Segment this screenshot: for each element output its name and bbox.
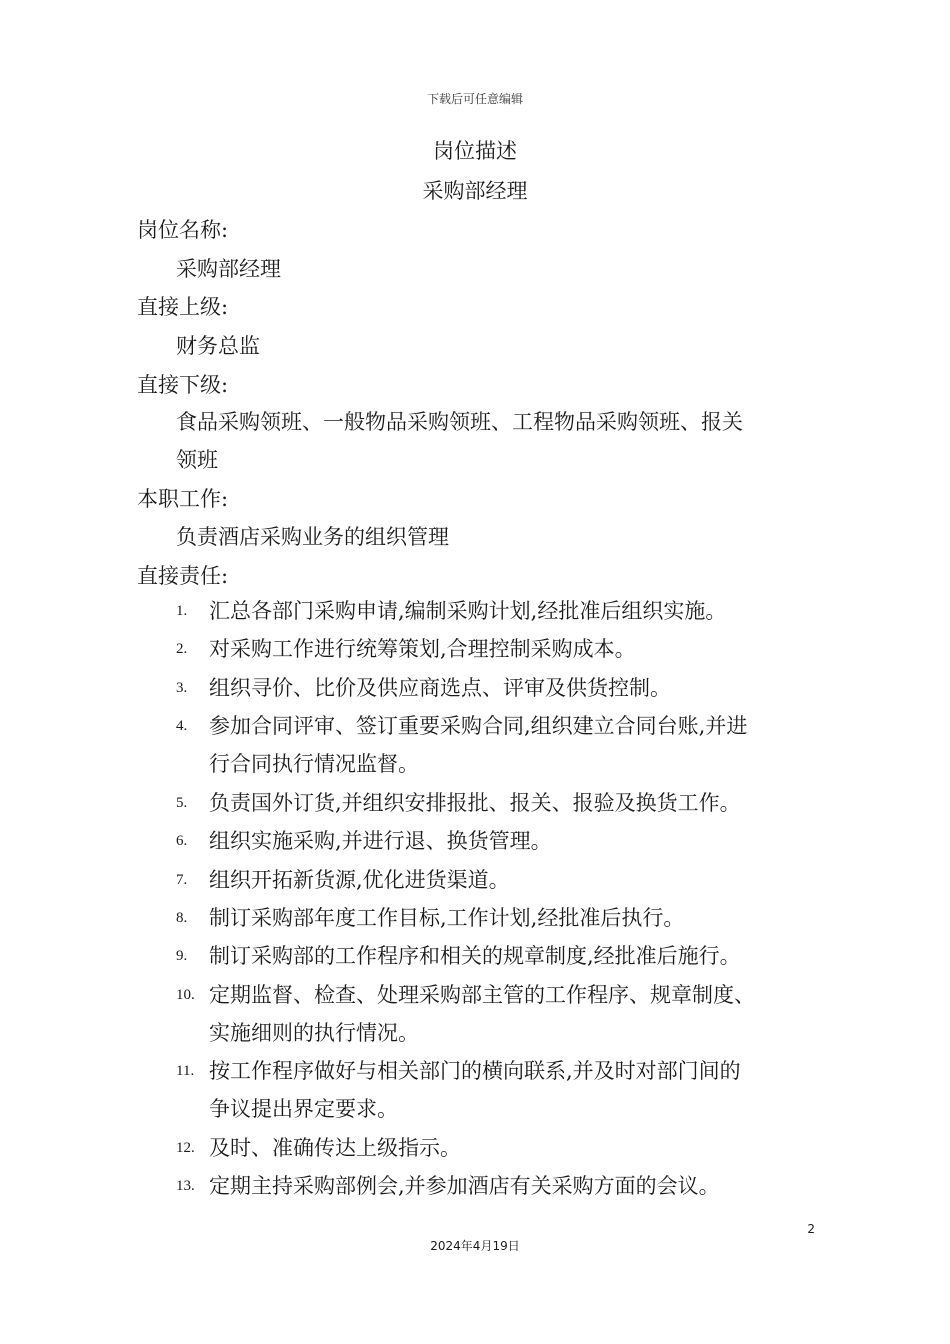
responsibility-item bbox=[176, 1167, 816, 1205]
item-number: 13. bbox=[176, 1178, 195, 1194]
responsibility-item bbox=[176, 1129, 816, 1167]
item-text: 参加合同评审、签订重要采购合同,组织建立合同台账,并进 bbox=[209, 714, 748, 738]
item-text: 负责国外订货,并组织安排报批、报关、报验及换货工作。 bbox=[209, 791, 741, 815]
item-number: 2. bbox=[176, 641, 188, 657]
subordinate-value-line2: 领班 bbox=[176, 448, 218, 472]
item-number: 11. bbox=[176, 1063, 195, 1079]
item-text: 组织开拓新货源,优化进货渠道。 bbox=[209, 868, 510, 892]
position-value: 采购部经理 bbox=[176, 257, 281, 281]
duty-value: 负责酒店采购业务的组织管理 bbox=[176, 525, 449, 549]
page-number: 2 bbox=[807, 1222, 815, 1236]
item-number: 10. bbox=[176, 987, 195, 1003]
item-text: 制订采购部年度工作目标,工作计划,经批准后执行。 bbox=[209, 906, 685, 930]
item-number: 3. bbox=[176, 680, 188, 696]
responsibility-label: 直接责任: bbox=[137, 564, 229, 588]
superior-value: 财务总监 bbox=[176, 334, 260, 358]
item-number: 9. bbox=[176, 948, 188, 964]
item-text: 按工作程序做好与相关部门的横向联系,并及时对部门间的 bbox=[209, 1059, 741, 1083]
header-note: 下载后可任意编辑 bbox=[426, 92, 523, 106]
item-number: 4. bbox=[176, 718, 188, 734]
responsibility-item bbox=[176, 707, 816, 783]
document-subtitle: 采购部经理 bbox=[422, 179, 528, 203]
item-number: 12. bbox=[176, 1140, 195, 1156]
item-number: 5. bbox=[176, 795, 188, 811]
item-text: 组织寻价、比价及供应商选点、评审及供货控制。 bbox=[209, 676, 671, 700]
responsibility-item bbox=[176, 1052, 816, 1128]
item-text: 定期监督、检查、处理采购部主管的工作程序、规章制度、 bbox=[209, 983, 755, 1007]
responsibility-item bbox=[176, 937, 816, 975]
subordinate-value-line1: 食品采购领班、一般物品采购领班、工程物品采购领班、报关 bbox=[176, 410, 743, 434]
responsibility-item bbox=[176, 822, 816, 860]
item-number: 8. bbox=[176, 910, 188, 926]
responsibility-item bbox=[176, 669, 816, 707]
responsibility-item bbox=[176, 976, 816, 1052]
responsibility-item bbox=[176, 861, 816, 899]
position-label: 岗位名称: bbox=[137, 218, 229, 242]
duty-label: 本职工作: bbox=[137, 487, 229, 511]
item-text: 定期主持采购部例会,并参加酒店有关采购方面的会议。 bbox=[209, 1174, 720, 1198]
footer-date: 2024年4月19日 bbox=[430, 1239, 520, 1253]
document-title: 岗位描述 bbox=[433, 139, 517, 163]
subordinate-label: 直接下级: bbox=[137, 373, 229, 397]
responsibility-item bbox=[176, 784, 816, 822]
item-text-continued: 争议提出界定要求。 bbox=[209, 1097, 398, 1121]
item-text: 对采购工作进行统筹策划,合理控制采购成本。 bbox=[209, 637, 636, 661]
item-text: 组织实施采购,并进行退、换货管理。 bbox=[209, 829, 552, 853]
item-number: 7. bbox=[176, 872, 188, 888]
item-text: 制订采购部的工作程序和相关的规章制度,经批准后施行。 bbox=[209, 944, 741, 968]
item-text: 及时、准确传达上级指示。 bbox=[209, 1136, 461, 1160]
responsibility-item bbox=[176, 630, 816, 668]
item-text-continued: 实施细则的执行情况。 bbox=[209, 1021, 419, 1045]
item-number: 1. bbox=[176, 603, 188, 619]
superior-label: 直接上级: bbox=[137, 295, 229, 319]
item-text: 汇总各部门采购申请,编制采购计划,经批准后组织实施。 bbox=[209, 599, 727, 623]
responsibility-item bbox=[176, 592, 816, 630]
responsibility-item bbox=[176, 899, 816, 937]
item-text-continued: 行合同执行情况监督。 bbox=[209, 752, 419, 776]
item-number: 6. bbox=[176, 833, 188, 849]
